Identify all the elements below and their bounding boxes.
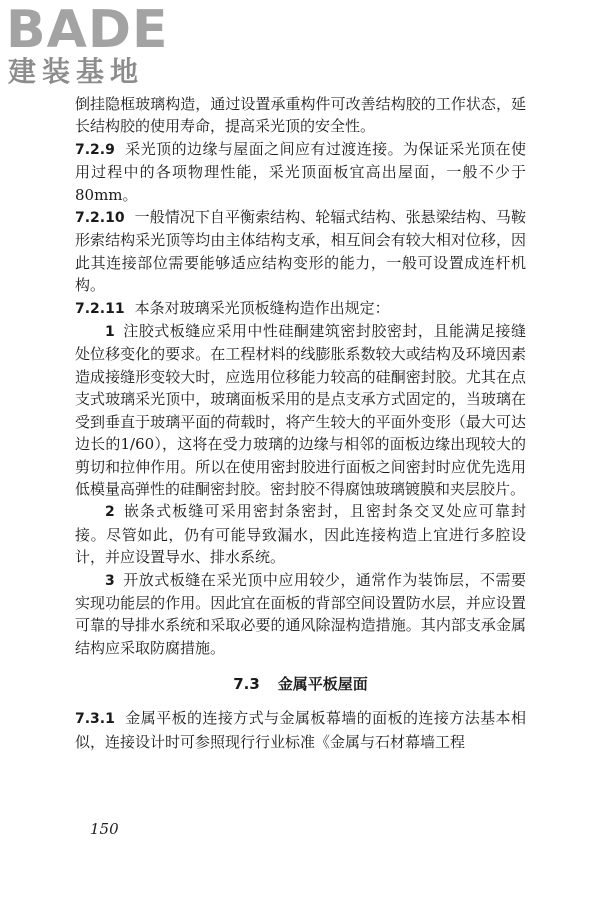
clause-7-2-9 — [75, 138, 526, 206]
clause-number: 7.2.11 — [75, 300, 125, 317]
page-number: 150 — [90, 820, 119, 838]
body-text — [75, 93, 526, 753]
list-item-text: 注胶式板缝应采用中性硅酮建筑密封胶密封，且能满足接缝处位移变化的要求。在工程材料的线膨胀系数较大或结构及环境因素造成接缝形变较大时，应选用位移能力较高的硅酮密封胶。尤其在点支式玻璃采光顶中，玻璃面板采用的是点支承方式固定的，当玻璃在受到垂直于玻璃平面的荷载时，将产生较大的平面外变形（最大可达边长的1/60），这将在受力玻璃的边缘与相邻的面板边缘出现较大的剪切和拉伸作用。所以在使用密封胶进行面板之间密封时应优先选用低模量高弹性的硅酮密封胶。密封胶不得腐蚀玻璃镀膜和夹层胶片。 — [75, 322, 526, 498]
clause-number: 7.2.10 — [75, 210, 125, 227]
paragraph-continuation — [75, 93, 526, 138]
list-item-1 — [75, 320, 526, 500]
clause-text: 本条对玻璃采光顶板缝构造作出规定： — [134, 298, 390, 317]
list-item-text: 嵌条式板缝可采用密封条密封，且密封条交叉处应可靠封接。尽管如此，仍有可能导致漏水，因此连接构造上宜进行多腔设计，并应设置导水、排水系统。 — [75, 502, 526, 567]
clause-text: 一般情况下自平衡索结构、轮辐式结构、张悬梁结构、马鞍形索结构采光顶等均由主体结构支承，相互间会有较大相对位移，因此其连接部位需要能够适应结构变形的能力，一般可设置成连杆机构。 — [75, 208, 526, 295]
watermark-brand: BADE — [6, 0, 169, 60]
clause-7-2-10 — [75, 206, 526, 297]
list-item-number: 3 — [105, 572, 115, 589]
paragraph-text: 倒挂隐框玻璃构造，通过设置承重构件可改善结构胶的工作状态，延长结构胶的使用寿命，提高采光顶的安全性。 — [75, 95, 526, 136]
clause-number: 7.2.9 — [75, 141, 115, 158]
section-title: 金属平板屋面 — [277, 675, 368, 694]
watermark-logo — [6, 0, 176, 94]
list-item-2 — [75, 500, 526, 568]
section-heading-7-3 — [75, 673, 526, 695]
clause-text: 金属平板的连接方式与金属板幕墙的面板的连接方法基本相似，连接设计时可参照现行行业标准《金属与石材幕墙工程 — [75, 709, 526, 751]
list-item-number: 2 — [105, 504, 115, 521]
clause-7-3-1 — [75, 707, 526, 753]
section-number: 7.3 — [233, 675, 260, 694]
list-item-number: 1 — [105, 324, 115, 341]
list-item-3 — [75, 569, 526, 660]
watermark-subtitle: 建装基地 — [8, 55, 145, 88]
clause-text: 采光顶的边缘与屋面之间应有过渡连接。为保证采光顶在使用过程中的各项物理性能，采光顶面板宜高出屋面，一般不少于80mm。 — [75, 139, 526, 204]
clause-7-2-11 — [75, 297, 526, 320]
clause-number: 7.3.1 — [75, 711, 115, 728]
list-item-text: 开放式板缝在采光顶中应用较少，通常作为装饰层，不需要实现功能层的作用。因此宜在面板的背部空间设置防水层，并应设置可靠的导排水系统和采取必要的通风除湿构造措施。其内部支承金属结构应采取防腐措施。 — [75, 570, 526, 657]
